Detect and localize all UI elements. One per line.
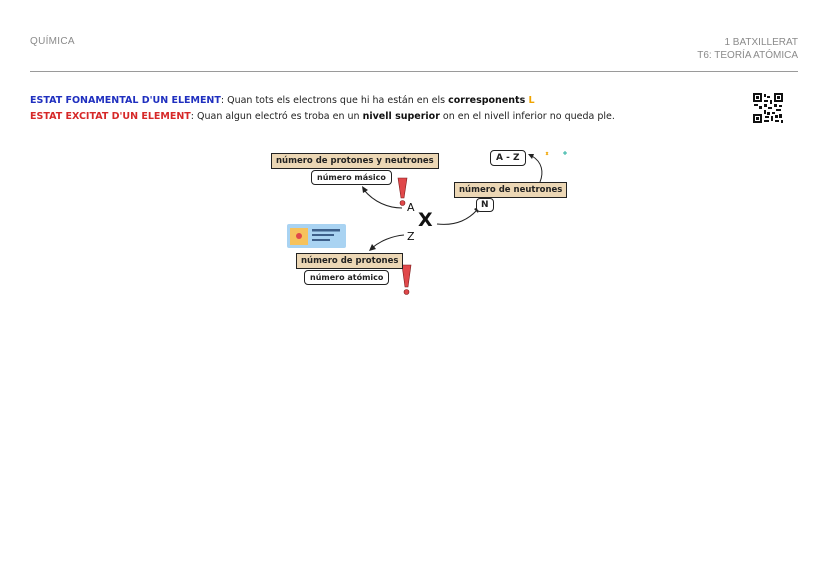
neutron-formula: A - Z: [490, 150, 526, 166]
mass-name: número másico: [311, 170, 392, 185]
neutron-letter: N: [476, 198, 494, 212]
arrow-neutron-icon: [437, 210, 477, 224]
excited-state-bold: nivell superior: [362, 111, 440, 122]
sparkle-icon: [546, 152, 548, 155]
ground-state-text: : Quan tots els electrons que hi ha están en els: [220, 95, 449, 106]
exclamation-atomic-icon: [402, 265, 411, 295]
arrow-atomic-icon: [372, 235, 404, 248]
arrow-formula-icon: [532, 156, 542, 182]
mass-letter: A: [407, 201, 415, 214]
atomic-letter: Z: [407, 230, 415, 243]
header-topic: T6: TEORÍA ATÓMICA: [697, 50, 798, 61]
excited-state-term: ESTAT EXCITAT D'UN ELEMENT: [30, 111, 191, 122]
exclamation-mass-icon: [398, 178, 407, 206]
excited-state-tail: on en el nivell inferior no queda ple.: [439, 111, 615, 122]
ground-state-tail: L: [525, 95, 535, 106]
mass-label: número de protones y neutrones: [271, 153, 439, 169]
ground-state-term: ESTAT FONAMENTAL D'UN ELEMENT: [30, 95, 221, 106]
arrow-mass-icon: [364, 190, 402, 208]
atomic-label: número de protones: [296, 253, 403, 269]
ground-state-bold: corresponents: [448, 95, 526, 106]
excited-state-text: : Quan algun electró es troba en un: [190, 111, 363, 122]
header-course: 1 BATXILLERAT: [724, 37, 798, 48]
atomic-name: número atómico: [304, 270, 389, 285]
header-subject: QUÍMICA: [30, 36, 75, 47]
id-card-icon: [287, 224, 346, 248]
element-symbol: X: [418, 209, 433, 231]
neutron-label: número de neutrones: [454, 182, 567, 198]
